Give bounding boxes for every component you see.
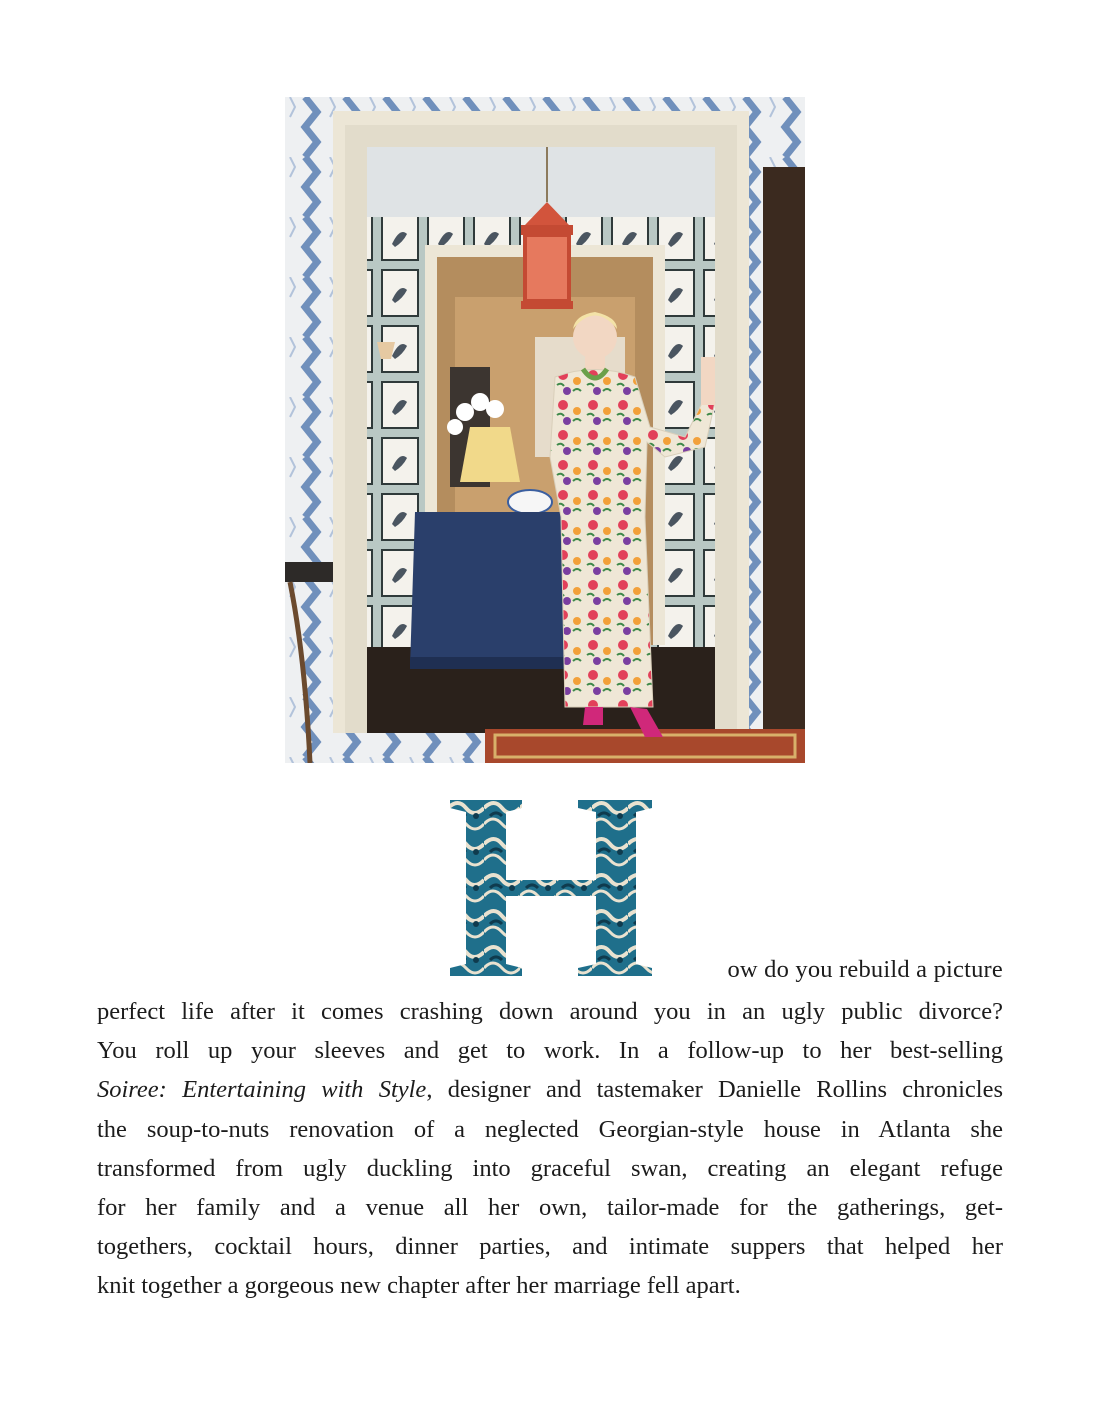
article-line: knit together a gorgeous new chapter after her marriage fell apart. xyxy=(97,1272,741,1300)
article-line: for her family and a venue all her own, tailor-made for the gatherings, get- xyxy=(97,1193,1003,1221)
portrait-photo xyxy=(285,97,805,763)
book-title: Soiree: Entertaining with Style xyxy=(97,1076,427,1104)
article-first-line: ow do you rebuild a picture xyxy=(727,956,1003,983)
article-line: You roll up your sleeves and get to work. In a follow-up to her best-selling xyxy=(97,1037,1003,1065)
article-line: Soiree: Entertaining with Style, designer and tastemaker Danielle Rollins chronicles xyxy=(97,1076,1003,1104)
article-line: perfect life after it comes crashing down around you in an ugly public divorce? xyxy=(97,998,1003,1025)
drop-cap xyxy=(448,798,658,978)
article-body xyxy=(97,992,1003,1306)
photo-illustration xyxy=(285,97,805,763)
article-line: transformed from ugly duckling into graceful swan, creating an elegant refuge xyxy=(97,1154,1003,1182)
article-line: the soup-to-nuts renovation of a neglected Georgian-style house in Atlanta she xyxy=(97,1115,1003,1143)
article-line: togethers, cocktail hours, dinner parties, and intimate suppers that helped her xyxy=(97,1233,1003,1261)
drop-cap-letter xyxy=(448,798,658,978)
